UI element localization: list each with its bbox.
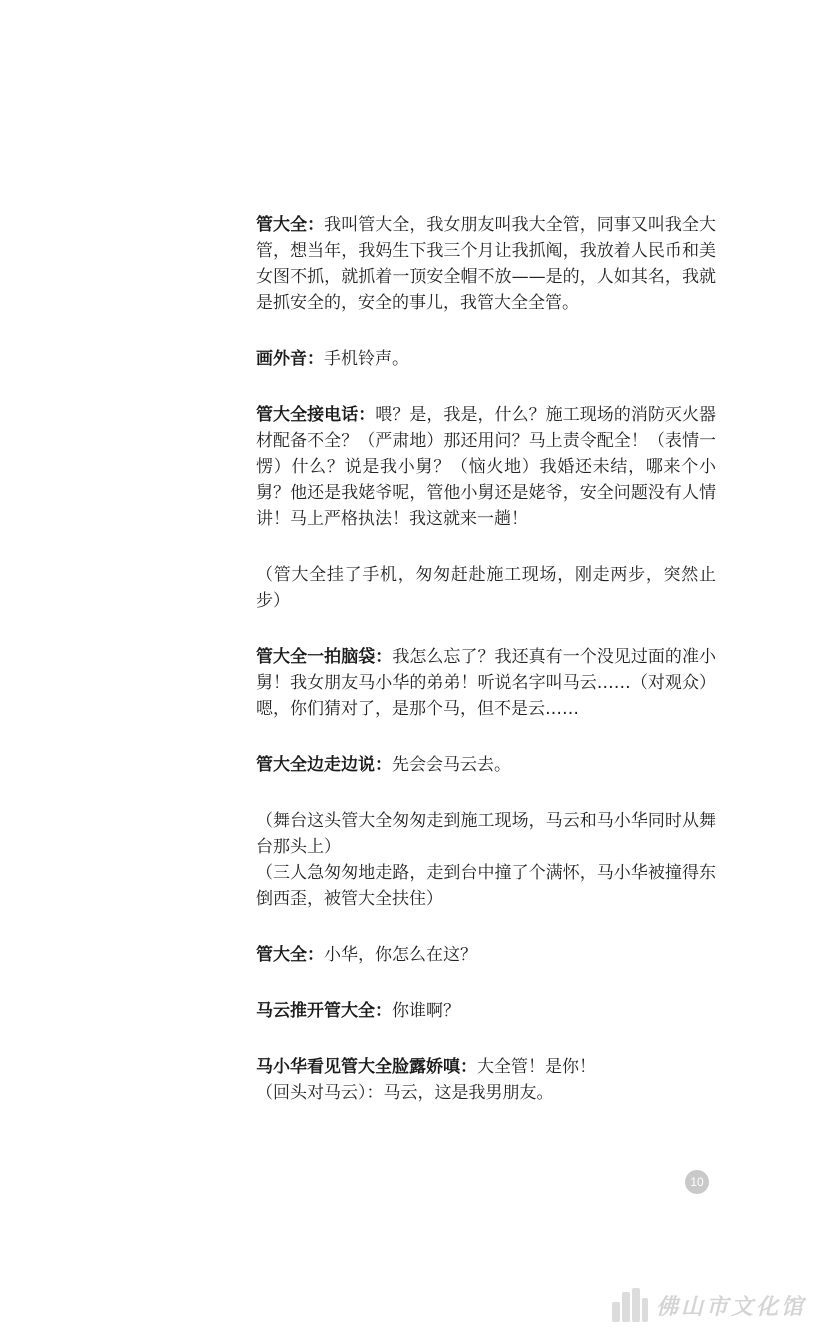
dialogue-text: 手机铃声。 (324, 349, 409, 369)
speaker-name: 管大全接电话： (256, 405, 376, 425)
watermark-text: 佛山市文化馆 (656, 1293, 807, 1320)
speaker-name: 管大全边走边说： (256, 755, 392, 775)
dialogue-text: 先会会马云去。 (392, 755, 511, 775)
dialogue-paragraph (256, 752, 716, 778)
speaker-name: 管大全： (256, 215, 325, 235)
stage-direction (256, 808, 716, 860)
speaker-name: 画外音： (256, 349, 324, 369)
stage-direction (256, 1080, 716, 1106)
stage-direction-text: （三人急匆匆地走路，走到台中撞了个满怀，马小华被撞得东倒西歪，被管大全扶住） (256, 863, 716, 909)
dialogue-paragraph (256, 1054, 716, 1080)
dialogue-paragraph (256, 402, 716, 532)
dialogue-text: 我叫管大全，我女朋友叫我大全管，同事又叫我全大管，想当年，我妈生下我三个月让我抓阄，我放着人民币和美女图不抓，就抓着一顶安全帽不放——是的，人如其名，我就是抓安全的，安全的事儿，我管大全全管。 (256, 215, 717, 313)
dialogue-paragraph (256, 644, 716, 722)
watermark (612, 1285, 812, 1325)
speaker-name: 马云推开管大全： (256, 1001, 392, 1021)
stage-direction-text: （舞台这头管大全匆匆走到施工现场，马云和马小华同时从舞台那头上） (256, 811, 716, 857)
stage-direction-text: （回头对马云）：马云，这是我男朋友。 (256, 1083, 554, 1103)
speaker-name: 管大全： (256, 945, 324, 965)
script-body (256, 212, 716, 1106)
page-number: 10 (685, 1170, 709, 1194)
speaker-name: 马小华看见管大全脸露娇嗔： (256, 1057, 477, 1077)
dialogue-text: 你谁啊？ (392, 1001, 460, 1021)
dialogue-text: 喂？是，我是，什么？施工现场的消防灭火器材配备不全？（严肃地）那还用问？马上责令配全！（表情一愣）什么？说是我小舅？（恼火地）我婚还未结，哪来个小舅？他还是我姥爷呢，管他小舅还是姥爷，安全问题没有人情讲！马上严格执法！我这就来一趟！ (256, 405, 717, 529)
dialogue-paragraph (256, 998, 716, 1024)
dialogue-paragraph (256, 212, 716, 316)
dialogue-paragraph (256, 942, 716, 968)
speaker-name: 管大全一拍脑袋： (256, 647, 393, 667)
dialogue-text: 大全管！是你！ (477, 1057, 596, 1077)
dialogue-text: 小华，你怎么在这？ (324, 945, 477, 965)
stage-direction (256, 562, 716, 614)
stage-direction (256, 860, 716, 912)
stage-direction-text: （管大全挂了手机，匆匆赶赴施工现场，刚走两步，突然止步） (256, 565, 716, 611)
dialogue-text: 我怎么忘了？我还真有一个没见过面的准小舅！我女朋友马小华的弟弟！听说名字叫马云……（对观众）嗯，你们猜对了，是那个马，但不是云…… (256, 647, 717, 719)
building-logo-icon (612, 1288, 648, 1322)
dialogue-paragraph (256, 346, 716, 372)
